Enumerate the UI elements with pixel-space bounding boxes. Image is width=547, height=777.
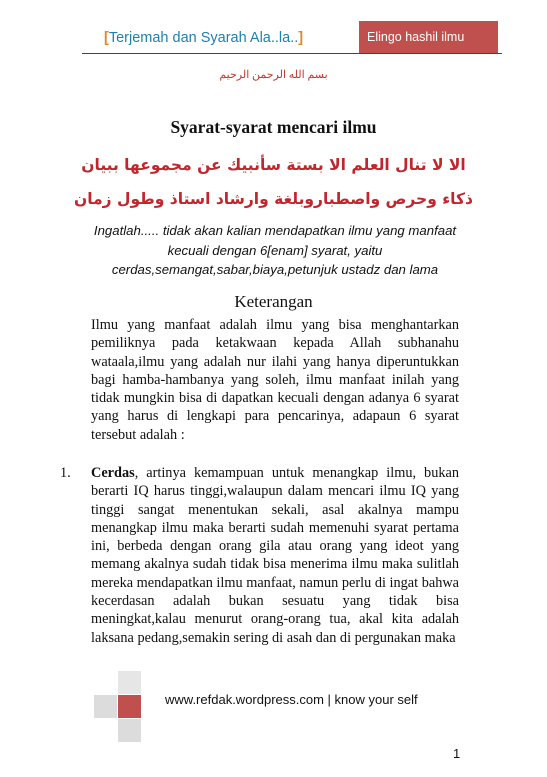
header-tab [359,21,498,54]
footer-red-block [118,695,141,718]
list-item-number: 1. [60,465,71,481]
header-rule [82,53,502,54]
footer-grey-block [118,671,141,694]
header-title [104,30,303,46]
page-number: 1 [453,746,461,761]
footer-grey-block [94,695,117,718]
basmala: بسم الله الرحمن الرحيم [219,69,328,81]
header-tab-label: Elingo hashil ilmu [367,30,465,44]
arabic-verse-line-2: ذكاء وحرص واصطباروبلغة وارشاد استاذ وطول زمان [74,190,473,208]
arabic-verse-line-1: الا لا تنال العلم الا بستة سأنبيك عن مجموعها ببيان [81,156,466,174]
translation: Ingatlah..... tidak akan kalian mendapatkan ilmu yang manfaat kecuali dengan 6[enam] syarat, yaitu cerdas,semangat,sabar,biaya,petunjuk ustadz dan lama [93,223,457,277]
page-title: Syarat-syarat mencari ilmu [170,117,377,137]
list-item-text [91,464,459,647]
footer-grey-block [118,719,141,742]
list-item-body: , artinya kemampuan untuk menangkap ilmu, bukan berarti IQ harus tinggi,walaupun dalam mencari ilmu IQ yang tinggi sangat menentukan sekali, asal akalnya mampu menangkap ilmu maka berarti sudah memenuhi syarat pertama ini, berbeda dengan orang gila atau orang yang ideot yang memang akalnya sudah tidak bisa menerima ilmu maka sulitlah mereka mendapatkan ilmu manfaat, namun perlu di ingat bahwa kecerdasan adalah bukan sesuatu yang tidak bisa meningkat,kalau menurut orang-orang tua, akal kita adalah laksana pedang,semakin sering di asah dan di pergunakan maka [91,465,460,646]
footer-text: www.refdak.wordpress.com | know your self [165,692,418,707]
header-bracket-close: ] [298,30,304,46]
header-bracket-open: [ [104,30,109,46]
intro-paragraph: Ilmu yang manfaat adalah ilmu yang bisa menghantarkan pemiliknya pada ketakwaan kepada Allah subhanahu wataala,ilmu yang adalah nur ilahi yang hanya diperuntukkan bagi hamba-hambanya yang soleh, ilmu manfaat inilah yang tidak mungkin bisa di dapatkan kecuali dengan adanya 6 syarat yang harus di lengkapi para pencarinya, adapaun 6 syarat tersebut adalah : [91,317,459,443]
section-heading: Keterangan [234,292,313,311]
list-item-term: Cerdas [91,465,135,481]
page-header [82,22,502,54]
header-title-text: Terjemah dan Syarah Ala..la.. [108,30,299,46]
